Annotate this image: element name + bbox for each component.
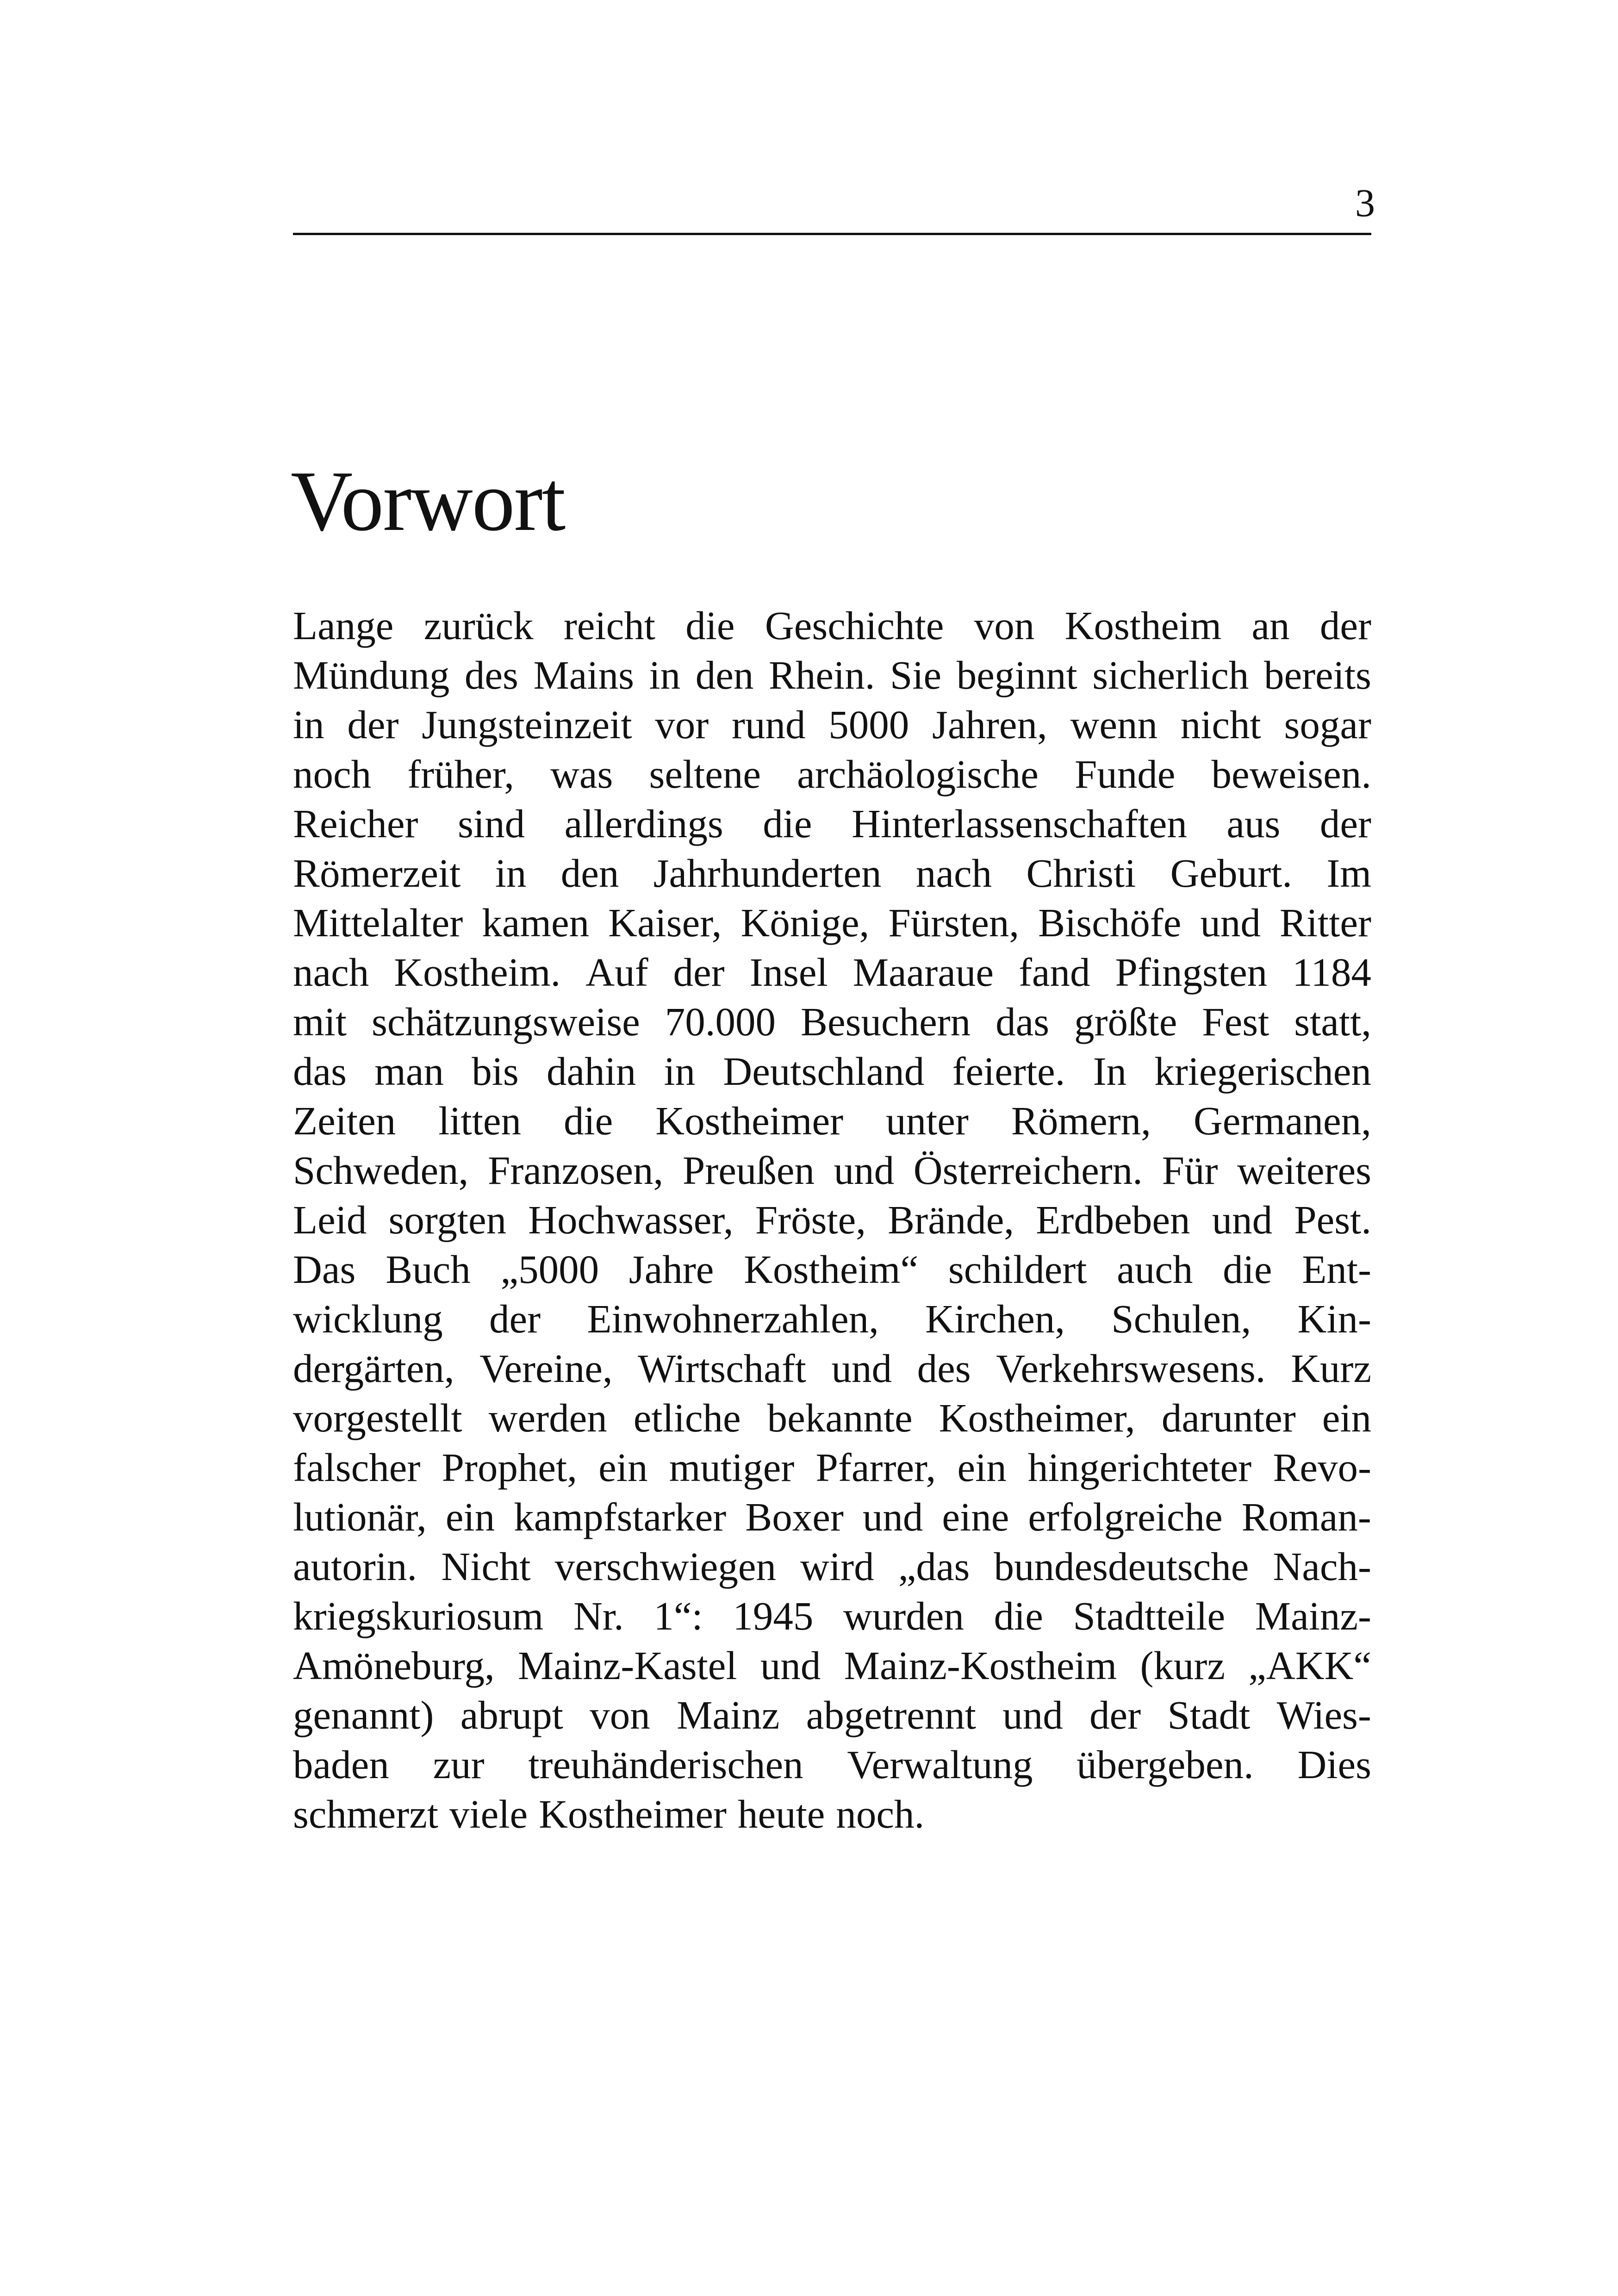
word: hingerichteter — [1028, 1445, 1252, 1490]
word: Schulen, — [1111, 1296, 1251, 1341]
word: nach — [293, 950, 369, 995]
word: schätzungsweise — [371, 999, 640, 1044]
word: Fürsten, — [888, 900, 1020, 945]
word: der — [347, 702, 399, 747]
chapter-title: Vorwort — [291, 454, 565, 549]
word: 1945 — [733, 1593, 814, 1638]
word: Prophet, — [442, 1445, 577, 1490]
word: Mains — [533, 653, 634, 697]
word: sogar — [1284, 702, 1371, 747]
word: Hinterlassenschaften — [852, 801, 1187, 846]
word: Mainz- — [1255, 1593, 1371, 1638]
word: viele — [449, 1792, 528, 1836]
word: Kostheimer — [539, 1792, 727, 1836]
header-rule — [293, 233, 1371, 235]
text-line — [293, 1344, 1371, 1393]
word: und — [1200, 900, 1261, 945]
word: mit — [293, 999, 347, 1044]
word: bis — [472, 1049, 519, 1094]
word: Kirchen, — [925, 1296, 1065, 1341]
word: noch — [293, 752, 372, 796]
word: der — [1089, 1692, 1141, 1737]
word: ein — [445, 1494, 495, 1539]
word: schildert — [948, 1247, 1087, 1292]
word: Jahrhunderten — [653, 851, 882, 896]
word: Verkehrswesens. — [996, 1346, 1266, 1391]
word: die — [563, 1098, 613, 1143]
word: baden — [293, 1742, 389, 1787]
word: Kostheim“ — [744, 1247, 919, 1292]
word: 70.000 — [665, 999, 776, 1044]
word: ein — [1322, 1395, 1371, 1440]
word: archäologische — [797, 752, 1039, 796]
word: vor — [655, 702, 709, 747]
word: Funde — [1074, 752, 1176, 796]
word: Geburt. — [1170, 851, 1292, 896]
word: früher, — [407, 752, 514, 796]
word: Germanen, — [1193, 1098, 1371, 1143]
word: „5000 — [500, 1247, 599, 1292]
word: Kostheim. — [394, 950, 561, 995]
page-number: 3 — [1355, 180, 1375, 225]
word: Boxer — [745, 1494, 844, 1539]
word: autorin. — [293, 1544, 417, 1589]
word: was — [550, 752, 613, 796]
word: man — [374, 1049, 444, 1094]
text-line — [293, 1789, 1371, 1839]
word: schmerzt — [293, 1792, 439, 1836]
word: sind — [458, 801, 525, 846]
word: Ritter — [1279, 900, 1371, 945]
word: Ent- — [1302, 1247, 1371, 1292]
word: kamen — [482, 900, 590, 945]
word: Fröste, — [755, 1197, 866, 1242]
word: eine — [942, 1494, 1009, 1539]
word: Hochwasser, — [528, 1197, 734, 1242]
text-line — [293, 1542, 1371, 1591]
text-line — [293, 947, 1371, 997]
word: Stadt — [1167, 1692, 1251, 1737]
word: Brände, — [888, 1197, 1014, 1242]
word: Könige, — [741, 900, 870, 945]
word: erfolgreiche — [1028, 1494, 1223, 1539]
word: und — [862, 1494, 923, 1539]
word: Mainz-Kostheim — [844, 1643, 1117, 1688]
word: Sie — [890, 653, 942, 697]
text-line — [293, 749, 1371, 799]
text-line — [293, 1443, 1371, 1492]
word: Stadtteile — [1073, 1593, 1226, 1638]
word: Einwohnerzahlen, — [587, 1296, 879, 1341]
word: Mainz — [677, 1692, 780, 1737]
word: wicklung — [293, 1296, 443, 1341]
word: der — [1319, 801, 1371, 846]
word: feierte. — [952, 1049, 1065, 1094]
word: Mittelalter — [293, 900, 463, 945]
body-paragraph — [293, 601, 1371, 1839]
word: des — [464, 653, 518, 697]
word: nach — [915, 851, 992, 896]
word: und — [1002, 1692, 1063, 1737]
word: Amöneburg, — [293, 1643, 495, 1688]
word: statt, — [1294, 999, 1371, 1044]
word: Pest. — [1294, 1197, 1371, 1242]
word: Kostheimer, — [939, 1395, 1135, 1440]
word: litten — [438, 1098, 521, 1143]
word: übergeben. — [1077, 1742, 1254, 1787]
word: und — [831, 1346, 892, 1391]
text-line — [293, 1244, 1371, 1294]
word: Christi — [1026, 851, 1136, 896]
word: Dies — [1297, 1742, 1371, 1787]
word: die — [994, 1593, 1043, 1638]
word: der — [1319, 603, 1371, 648]
text-line — [293, 997, 1371, 1046]
word: Das — [293, 1247, 356, 1292]
text-line — [293, 1145, 1371, 1195]
word: Wies- — [1276, 1692, 1371, 1737]
word: unter — [886, 1098, 969, 1143]
word: Besuchern — [800, 999, 971, 1044]
text-line — [293, 1641, 1371, 1690]
word: Fest — [1202, 999, 1270, 1044]
word: seltene — [649, 752, 761, 796]
word: Nicht — [441, 1544, 531, 1589]
word: in — [495, 851, 527, 896]
text-line — [293, 848, 1371, 898]
word: zur — [433, 1742, 485, 1787]
word: die — [1223, 1247, 1272, 1292]
text-line — [293, 1046, 1371, 1096]
text-line — [293, 700, 1371, 749]
word: wurden — [843, 1593, 964, 1638]
word: etliche — [633, 1395, 741, 1440]
word: wird — [800, 1544, 874, 1589]
word: in — [649, 653, 681, 697]
text-line — [293, 1393, 1371, 1443]
word: beweisen. — [1211, 752, 1371, 796]
word: in — [664, 1049, 696, 1094]
text-line — [293, 1740, 1371, 1789]
word: treuhänderischen — [528, 1742, 803, 1787]
word: nicht — [1180, 702, 1261, 747]
text-line — [293, 1492, 1371, 1542]
word: mutiger — [669, 1445, 795, 1490]
word: In — [1093, 1049, 1127, 1094]
word: 1“: — [653, 1593, 703, 1638]
word: Vereine, — [479, 1346, 613, 1391]
word: fand — [1018, 950, 1090, 995]
word: kampfstarker — [514, 1494, 727, 1539]
word: dahin — [546, 1049, 636, 1094]
word: Deutschland — [723, 1049, 925, 1094]
word: die — [685, 603, 735, 648]
word: Im — [1326, 851, 1371, 896]
word: Franzosen, — [487, 1148, 664, 1193]
word: Maaraue — [853, 950, 994, 995]
word: Pfingsten — [1115, 950, 1268, 995]
word: bereits — [1263, 653, 1371, 697]
word: das — [996, 999, 1050, 1044]
word: ein — [957, 1445, 1007, 1490]
word: Schweden, — [293, 1148, 469, 1193]
word: des — [917, 1346, 971, 1391]
text-line — [293, 601, 1371, 650]
word: 5000 — [828, 702, 909, 747]
text-line — [293, 898, 1371, 947]
word: Kin- — [1297, 1296, 1371, 1341]
word: beginnt — [956, 653, 1077, 697]
word: in — [293, 702, 324, 747]
word: kriegskuriosum — [293, 1593, 544, 1638]
word: abgetrennt — [806, 1692, 976, 1737]
word: allerdings — [564, 801, 723, 846]
word: Leid — [293, 1197, 367, 1242]
word: bekannte — [767, 1395, 913, 1440]
word: Mündung — [293, 653, 450, 697]
word: Mainz-Kastel — [518, 1643, 737, 1688]
word: Roman- — [1241, 1494, 1371, 1539]
word: Kostheim — [1064, 603, 1221, 648]
word: Nr. — [573, 1593, 624, 1638]
word: Österreichern. — [913, 1148, 1143, 1193]
word: Römerzeit — [293, 851, 461, 896]
word: werden — [488, 1395, 607, 1440]
word: Buch — [386, 1247, 471, 1292]
word: den — [560, 851, 619, 896]
word: und — [760, 1643, 821, 1688]
word: zurück — [423, 603, 534, 648]
word: Römern, — [1011, 1098, 1151, 1143]
word: das — [293, 1049, 347, 1094]
text-line — [293, 1591, 1371, 1641]
word: Bischöfe — [1038, 900, 1182, 945]
word: bundesdeutsche — [994, 1544, 1249, 1589]
word: sorgten — [388, 1197, 507, 1242]
word: „das — [898, 1544, 970, 1589]
word: von — [590, 1692, 650, 1737]
word: Auf — [585, 950, 648, 995]
word: Geschichte — [765, 603, 944, 648]
word: reicht — [563, 603, 655, 648]
word: größte — [1074, 999, 1177, 1044]
word: kriegerischen — [1154, 1049, 1371, 1094]
word: Erdbeben — [1036, 1197, 1190, 1242]
word: Reicher — [293, 801, 418, 846]
word: Jungsteinzeit — [422, 702, 632, 747]
text-line — [293, 1690, 1371, 1740]
word: der — [489, 1296, 541, 1341]
text-line — [293, 1195, 1371, 1244]
word: Pfarrer, — [815, 1445, 936, 1490]
word: wenn — [1070, 702, 1157, 747]
word: und — [1212, 1197, 1273, 1242]
word: vorgestellt — [293, 1395, 462, 1440]
word: (kurz — [1140, 1643, 1225, 1688]
word: heute — [738, 1792, 825, 1836]
word: abrupt — [460, 1692, 563, 1737]
word: Nach- — [1273, 1544, 1371, 1589]
word: auch — [1117, 1247, 1193, 1292]
word: darunter — [1161, 1395, 1296, 1440]
text-line — [293, 650, 1371, 700]
word: Revo- — [1273, 1445, 1371, 1490]
word: noch. — [836, 1792, 925, 1836]
word: „AKK“ — [1248, 1643, 1371, 1688]
word: Kurz — [1291, 1346, 1371, 1391]
word: Jahre — [629, 1247, 714, 1292]
word: und — [834, 1148, 895, 1193]
word: Preußen — [682, 1148, 815, 1193]
word: Insel — [749, 950, 828, 995]
word: 1184 — [1292, 950, 1371, 995]
word: aus — [1226, 801, 1281, 846]
word: rund — [732, 702, 806, 747]
word: an — [1251, 603, 1290, 648]
word: der — [673, 950, 725, 995]
word: ein — [598, 1445, 648, 1490]
word: falscher — [293, 1445, 421, 1490]
word: Verwaltung — [847, 1742, 1033, 1787]
word: Rhein. — [768, 653, 875, 697]
word: von — [974, 603, 1035, 648]
word: dergärten, — [293, 1346, 454, 1391]
word: lutionär, — [293, 1494, 427, 1539]
text-line — [293, 1096, 1371, 1145]
word: Für — [1162, 1148, 1218, 1193]
word: Lange — [293, 603, 394, 648]
word: Jahren, — [932, 702, 1047, 747]
word: Wirtschaft — [638, 1346, 806, 1391]
word: die — [763, 801, 812, 846]
word: genannt) — [293, 1692, 434, 1737]
text-line — [293, 799, 1371, 848]
word: Kostheimer — [655, 1098, 844, 1143]
word: Zeiten — [293, 1098, 396, 1143]
word: sicherlich — [1092, 653, 1249, 697]
word: den — [695, 653, 754, 697]
word: weiteres — [1237, 1148, 1371, 1193]
word: Kaiser, — [608, 900, 722, 945]
text-line — [293, 1294, 1371, 1344]
word: verschwiegen — [554, 1544, 777, 1589]
